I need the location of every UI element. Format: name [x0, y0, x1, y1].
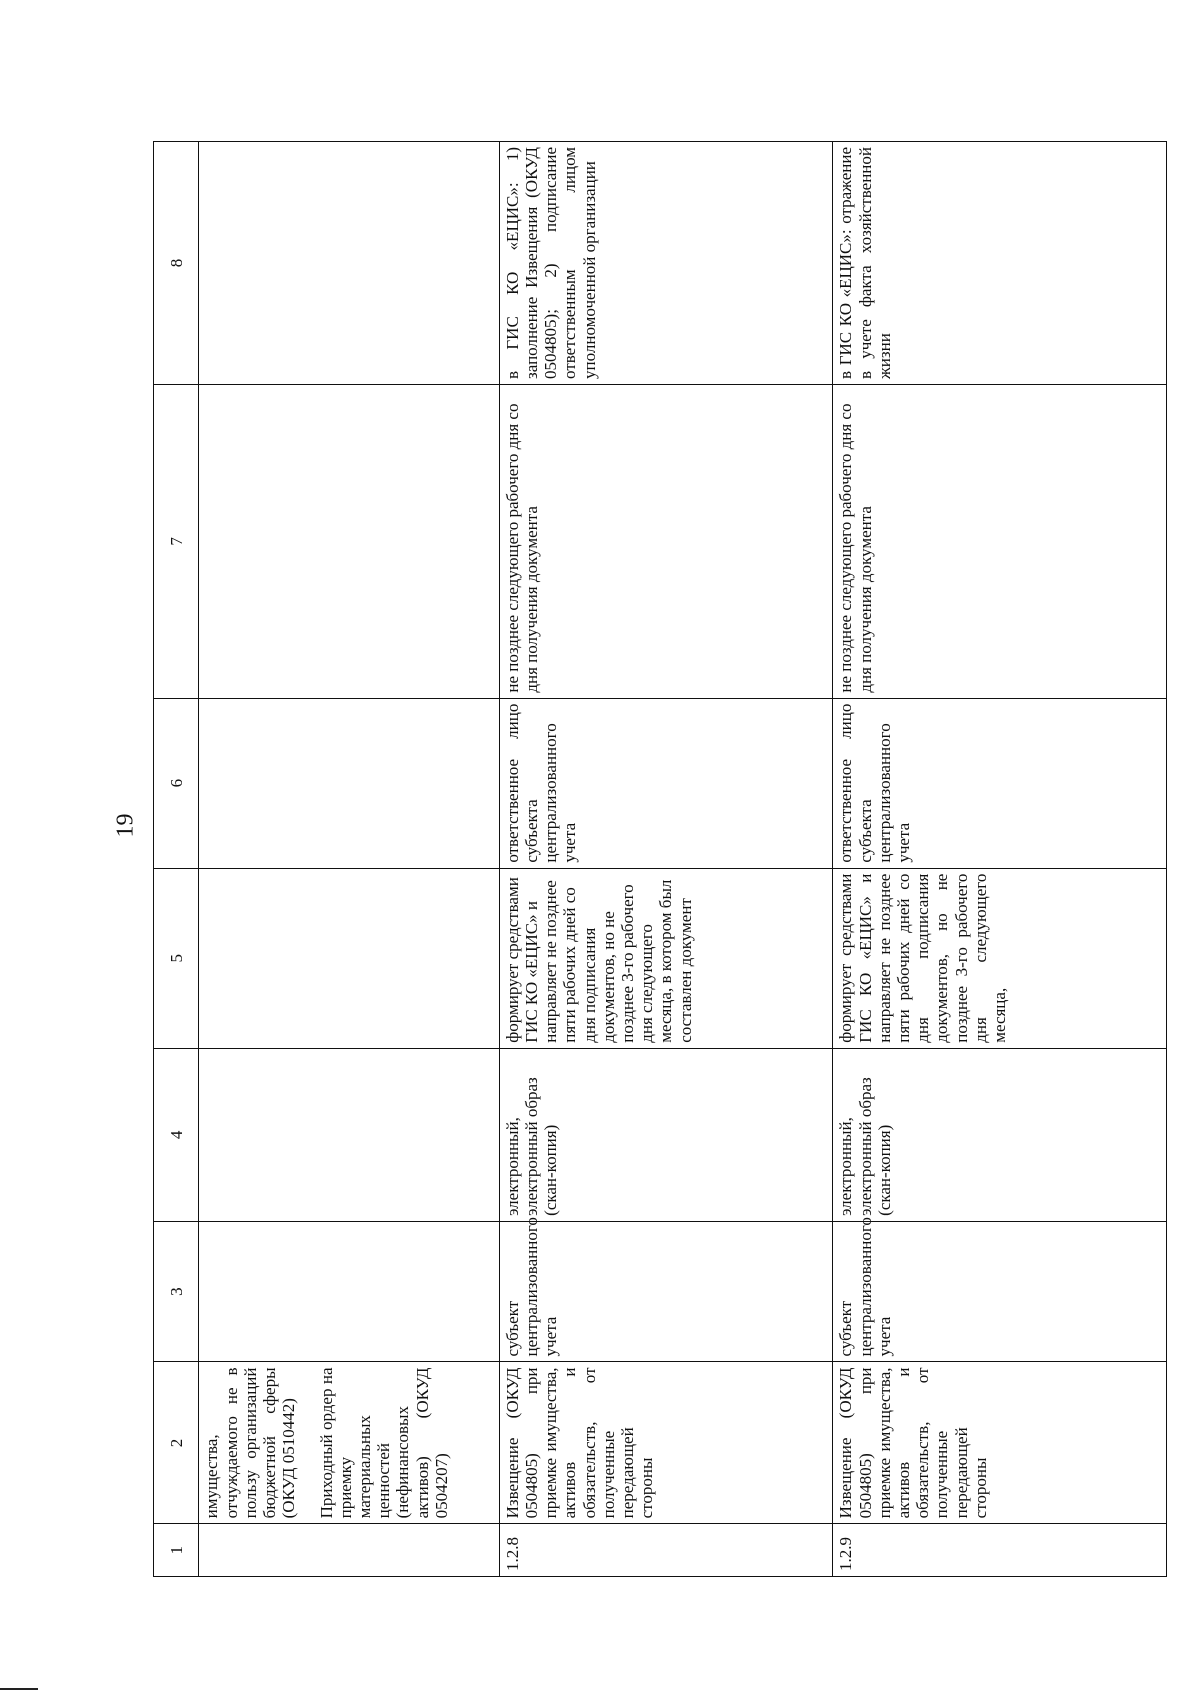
table-header-cell: 1	[154, 1524, 199, 1577]
table-cell	[199, 868, 499, 1048]
table-header-cell: 3	[154, 1221, 199, 1362]
table-header-row	[154, 142, 199, 1577]
table-row	[499, 142, 833, 1577]
deadline-cell: не позднее следующего рабочего дня со дня получения документа	[833, 384, 1167, 698]
scan-edge-mark	[0, 1688, 38, 1690]
document-name-text: имущества, отчуждаемого не в пользу организаций бюджетной сферы (ОКУД 0510442)	[202, 1367, 299, 1519]
document-table-container	[153, 141, 1200, 1571]
row-number-cell: 1.2.9	[833, 1524, 1167, 1577]
table-header-cell: 7	[154, 384, 199, 698]
table-cell	[199, 384, 499, 698]
procedure-cell: формирует средствами ГИС КО «ЕЦИС» и направляет не позднее пяти рабочих дней со дня подписания документов, но не позднее 3-го рабочего дня следующего месяца,	[833, 868, 1167, 1048]
table-header-cell: 8	[154, 142, 199, 385]
row-number-cell	[199, 1524, 499, 1577]
procedure-cell: формирует средствами ГИС КО «ЕЦИС» и направляет не позднее пяти рабочих дней со дня подписания документов, но не позднее 3-го рабочего дня следующего месяца, в котором был составлен документ	[499, 868, 833, 1048]
page-number: 19	[112, 813, 139, 838]
table-cell	[199, 1221, 499, 1362]
document-name-cell: Извещение (ОКУД 0504805) при приемке имущества, активов и обязательств, от полученные передающей стороны	[499, 1362, 833, 1524]
table-header-cell: 6	[154, 698, 199, 868]
document-name-cell: Извещение (ОКУД 0504805) при приемке имущества, активов и обязательств, от полученные передающей стороны	[833, 1362, 1167, 1524]
document-name-cell	[199, 1362, 499, 1524]
receiver-cell: ответственное лицо субъекта централизованного учета	[833, 698, 1167, 868]
deadline-cell: не позднее следующего рабочего дня со дня получения документа	[499, 384, 833, 698]
table-row	[199, 142, 499, 1577]
responsible-subject-cell: субъект централизованного учета	[499, 1221, 833, 1362]
table-header-cell: 4	[154, 1048, 199, 1221]
responsible-subject-cell: субъект централизованного учета	[833, 1221, 1167, 1362]
document-name-text: Приходный ордер на приемку материальных ценностей (нефинансовых активов) (ОКУД 0504207)	[316, 1367, 451, 1519]
action-cell: в ГИС КО «ЕЦИС»: отражение в учете факта хозяйственной жизни	[833, 142, 1167, 385]
action-cell: в ГИС КО «ЕЦИС»: 1) заполнение Извещения (ОКУД 0504805); 2) подписание ответственным лицом уполномоченной организации	[499, 142, 833, 385]
table-cell	[199, 1048, 499, 1221]
receiver-cell: ответственное лицо субъекта централизованного учета	[499, 698, 833, 868]
row-number-cell: 1.2.8	[499, 1524, 833, 1577]
document-table	[153, 141, 1167, 1577]
table-cell	[199, 142, 499, 385]
table-header-cell: 5	[154, 868, 199, 1048]
table-row	[833, 142, 1167, 1577]
document-form-cell: электронный, электронный образ (скан-копия)	[499, 1048, 833, 1221]
document-form-cell: электронный, электронный образ (скан-копия)	[833, 1048, 1167, 1221]
table-header-cell: 2	[154, 1362, 199, 1524]
table-cell	[199, 698, 499, 868]
